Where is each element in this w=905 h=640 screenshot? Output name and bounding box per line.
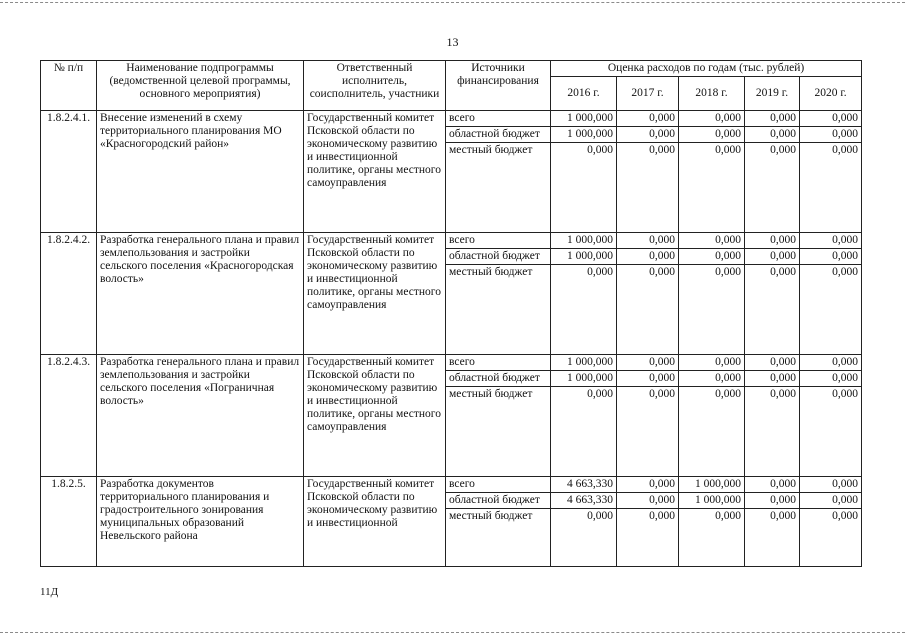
header-year: 2020 г.: [800, 77, 862, 111]
budget-table: [40, 60, 862, 567]
source-label: областной бюджет: [446, 249, 551, 265]
value-cell: 0,000: [745, 387, 800, 477]
header-year: 2018 г.: [679, 77, 745, 111]
value-cell: 0,000: [800, 477, 862, 493]
source-label: местный бюджет: [446, 265, 551, 355]
value-cell: 0,000: [800, 233, 862, 249]
value-cell: 0,000: [679, 249, 745, 265]
table-row: [41, 111, 862, 127]
table-row: [41, 477, 862, 493]
value-cell: 0,000: [745, 143, 800, 233]
row-code: 1.8.2.4.2.: [41, 233, 97, 355]
value-cell: 1 000,000: [551, 111, 617, 127]
value-cell: 0,000: [745, 509, 800, 567]
header-num: № п/п: [41, 61, 97, 111]
value-cell: 0,000: [617, 355, 679, 371]
row-code: 1.8.2.4.1.: [41, 111, 97, 233]
value-cell: 0,000: [551, 387, 617, 477]
source-label: областной бюджет: [446, 127, 551, 143]
value-cell: 1 000,000: [551, 249, 617, 265]
value-cell: 0,000: [679, 233, 745, 249]
row-name: Разработка генерального плана и правил землепользования и застройки сельского поселения «Красногородская волость»: [97, 233, 304, 355]
value-cell: 1 000,000: [679, 477, 745, 493]
value-cell: 0,000: [617, 127, 679, 143]
value-cell: 0,000: [745, 233, 800, 249]
value-cell: 0,000: [800, 249, 862, 265]
value-cell: 0,000: [800, 493, 862, 509]
value-cell: 4 663,330: [551, 477, 617, 493]
header-row: [41, 61, 862, 77]
source-label: местный бюджет: [446, 143, 551, 233]
value-cell: 0,000: [617, 493, 679, 509]
value-cell: 0,000: [617, 249, 679, 265]
value-cell: 0,000: [551, 143, 617, 233]
value-cell: 0,000: [679, 127, 745, 143]
value-cell: 0,000: [679, 387, 745, 477]
source-label: всего: [446, 233, 551, 249]
header-name: Наименование подпрограммы (ведомственной целевой программы, основного мероприятия): [97, 61, 304, 111]
footer-code: 11Д: [40, 586, 59, 598]
value-cell: 0,000: [800, 387, 862, 477]
row-name: Внесение изменений в схему территориального планирования МО «Красногородский район»: [97, 111, 304, 233]
value-cell: 0,000: [745, 493, 800, 509]
value-cell: 4 663,330: [551, 493, 617, 509]
value-cell: 0,000: [745, 249, 800, 265]
value-cell: 0,000: [800, 265, 862, 355]
row-executor: Государственный комитет Псковской области по экономическому развитию и инвестиционной политике, органы местного самоуправления: [304, 111, 446, 233]
value-cell: 0,000: [679, 143, 745, 233]
row-name: Разработка документов территориального планирования и градостроительного зонирования муниципальных образований Невельского района: [97, 477, 304, 567]
value-cell: 0,000: [617, 371, 679, 387]
value-cell: 1 000,000: [679, 493, 745, 509]
value-cell: 0,000: [745, 111, 800, 127]
row-executor: Государственный комитет Псковской области по экономическому развитию и инвестиционной: [304, 477, 446, 567]
source-label: всего: [446, 111, 551, 127]
row-executor: Государственный комитет Псковской области по экономическому развитию и инвестиционной политике, органы местного самоуправления: [304, 233, 446, 355]
value-cell: 1 000,000: [551, 233, 617, 249]
value-cell: 0,000: [800, 143, 862, 233]
value-cell: 0,000: [617, 111, 679, 127]
header-estimate: Оценка расходов по годам (тыс. рублей): [551, 61, 862, 77]
header-executor: Ответственный исполнитель, соисполнитель, участники: [304, 61, 446, 111]
header-year: 2016 г.: [551, 77, 617, 111]
row-code: 1.8.2.5.: [41, 477, 97, 567]
value-cell: 0,000: [551, 265, 617, 355]
value-cell: 0,000: [745, 355, 800, 371]
value-cell: 0,000: [800, 355, 862, 371]
table-row: [41, 355, 862, 371]
value-cell: 0,000: [745, 371, 800, 387]
header-year: 2019 г.: [745, 77, 800, 111]
source-label: всего: [446, 477, 551, 493]
scan-edge-top: [0, 2, 905, 3]
value-cell: 0,000: [745, 477, 800, 493]
source-label: областной бюджет: [446, 371, 551, 387]
value-cell: 0,000: [617, 143, 679, 233]
value-cell: 0,000: [800, 509, 862, 567]
value-cell: 0,000: [617, 477, 679, 493]
value-cell: 0,000: [679, 371, 745, 387]
value-cell: 0,000: [617, 265, 679, 355]
header-year: 2017 г.: [617, 77, 679, 111]
value-cell: 1 000,000: [551, 127, 617, 143]
value-cell: 0,000: [617, 387, 679, 477]
value-cell: 0,000: [745, 127, 800, 143]
scan-edge-bottom: [0, 632, 905, 633]
value-cell: 0,000: [679, 265, 745, 355]
table-row: [41, 233, 862, 249]
value-cell: 0,000: [800, 127, 862, 143]
value-cell: 0,000: [800, 371, 862, 387]
row-code: 1.8.2.4.3.: [41, 355, 97, 477]
value-cell: 0,000: [745, 265, 800, 355]
value-cell: 0,000: [617, 509, 679, 567]
source-label: местный бюджет: [446, 387, 551, 477]
value-cell: 1 000,000: [551, 355, 617, 371]
page-number: 13: [446, 35, 459, 49]
value-cell: 0,000: [679, 111, 745, 127]
source-label: всего: [446, 355, 551, 371]
value-cell: 0,000: [679, 509, 745, 567]
source-label: областной бюджет: [446, 493, 551, 509]
source-label: местный бюджет: [446, 509, 551, 567]
row-executor: Государственный комитет Псковской области по экономическому развитию и инвестиционной политике, органы местного самоуправления: [304, 355, 446, 477]
value-cell: 0,000: [617, 233, 679, 249]
value-cell: 1 000,000: [551, 371, 617, 387]
value-cell: 0,000: [679, 355, 745, 371]
value-cell: 0,000: [800, 111, 862, 127]
value-cell: 0,000: [551, 509, 617, 567]
row-name: Разработка генерального плана и правил землепользования и застройки сельского поселения «Пограничная волость»: [97, 355, 304, 477]
header-sources: Источники финансирования: [446, 61, 551, 111]
